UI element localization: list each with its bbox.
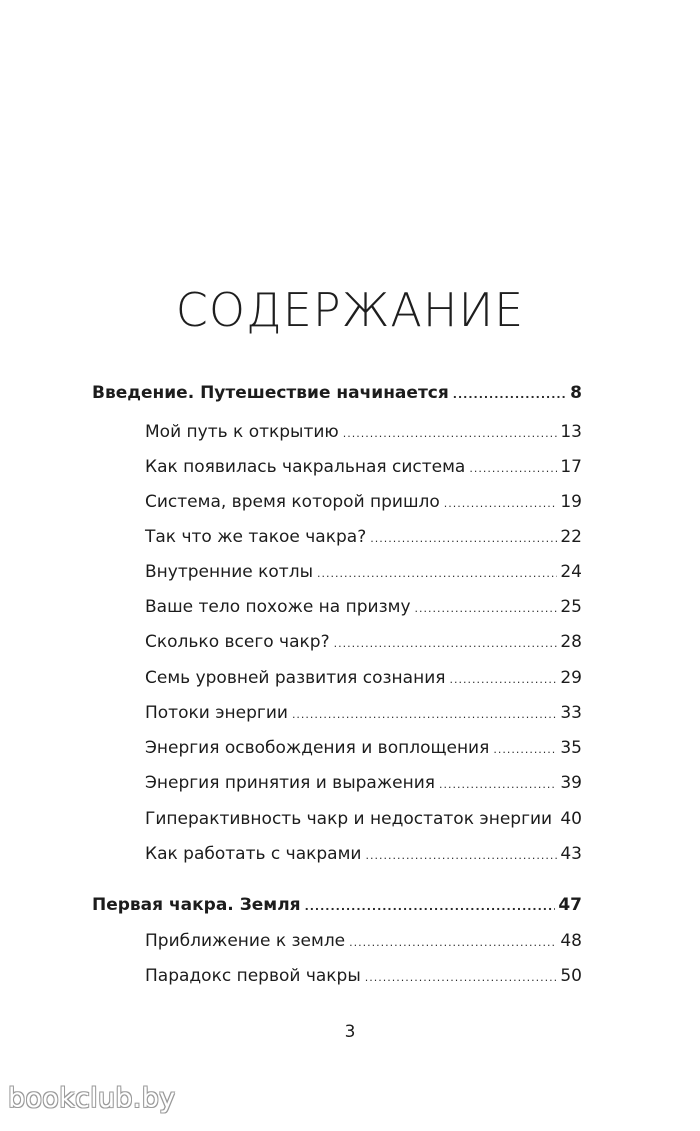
dot-leader [444,497,558,510]
toc-entry-page: 24 [560,562,582,582]
dot-leader [292,708,557,721]
toc-entry-title: Парадокс первой чакры [145,966,361,986]
dot-leader [317,567,557,580]
toc-entry-title: Энергия принятия и выражения [145,773,435,793]
toc-entry [145,527,582,553]
dot-leader [453,388,567,401]
toc-entry-page: 47 [558,895,582,915]
toc-entry-introduction [92,383,582,409]
dot-leader [343,427,558,440]
toc-entry-title: Энергия освобождения и воплощения [145,738,490,758]
toc-entry-page: 35 [560,738,582,758]
dot-leader [370,532,557,545]
toc-entry-page: 17 [560,457,582,477]
toc-entry [145,844,582,870]
toc-entry-page: 33 [560,703,582,723]
dot-leader [334,637,558,650]
toc-entry-page: 48 [560,931,582,951]
toc-entry [145,703,582,729]
toc-entry-page: 29 [560,668,582,688]
toc-entry [145,738,582,764]
toc-entry-page: 39 [560,773,582,793]
toc-entry-title: Потоки энергии [145,703,288,723]
dot-leader [469,462,557,475]
dot-leader [349,936,557,949]
toc-entry-page: 28 [560,632,582,652]
dot-leader [449,673,557,686]
dot-leader [556,814,557,827]
dot-leader [493,743,557,756]
toc-entry-title: Как работать с чакрами [145,844,362,864]
toc-entry [145,632,582,658]
dot-leader [365,849,557,862]
toc-entry-page: 13 [560,422,582,442]
toc-entry-page: 8 [570,383,582,403]
dot-leader [415,602,558,615]
toc-entry-title: Так что же такое чакра? [145,527,367,547]
toc-entry [145,773,582,799]
toc-entry [145,809,582,835]
toc-entry [145,422,582,448]
toc-entry-page: 25 [560,597,582,617]
toc-entry-title: Мой путь к открытию [145,422,339,442]
toc-entry-first-chakra [92,895,582,921]
page-number: 3 [344,1022,356,1042]
toc-entry-title: Как появилась чакральная система [145,457,466,477]
toc-entry-title: Ваше тело похоже на призму [145,597,411,617]
dot-leader [305,900,556,913]
toc-entry [145,966,582,992]
toc-entry-title: Система, время которой пришло [145,492,440,512]
toc-entry-title: Введение. Путешествие начинается [92,383,449,403]
toc-entry [145,668,582,694]
toc-entry-page: 19 [560,492,582,512]
toc-entry-title: Семь уровней развития сознания [145,668,446,688]
toc-entry-page: 40 [560,809,582,829]
dot-leader [439,778,557,791]
toc-entry-title: Гиперактивность чакр и недостаток энергии [145,809,553,829]
toc-entry-title: Сколько всего чакр? [145,632,330,652]
toc-entry-title: Первая чакра. Земля [92,895,301,915]
toc-entry [145,457,582,483]
toc-entry [145,931,582,957]
toc-entry [145,492,582,518]
watermark: bookclub.by [8,1083,176,1114]
toc-entry-title: Приближение к земле [145,931,346,951]
toc-entry-page: 22 [560,527,582,547]
toc-entry [145,562,582,588]
toc-entry-page: 50 [560,966,582,986]
dot-leader [365,971,558,984]
toc-entry [145,597,582,623]
toc-entry-page: 43 [560,844,582,864]
page-title: СОДЕРЖАНИЕ [175,283,525,337]
toc-entry-title: Внутренние котлы [145,562,313,582]
